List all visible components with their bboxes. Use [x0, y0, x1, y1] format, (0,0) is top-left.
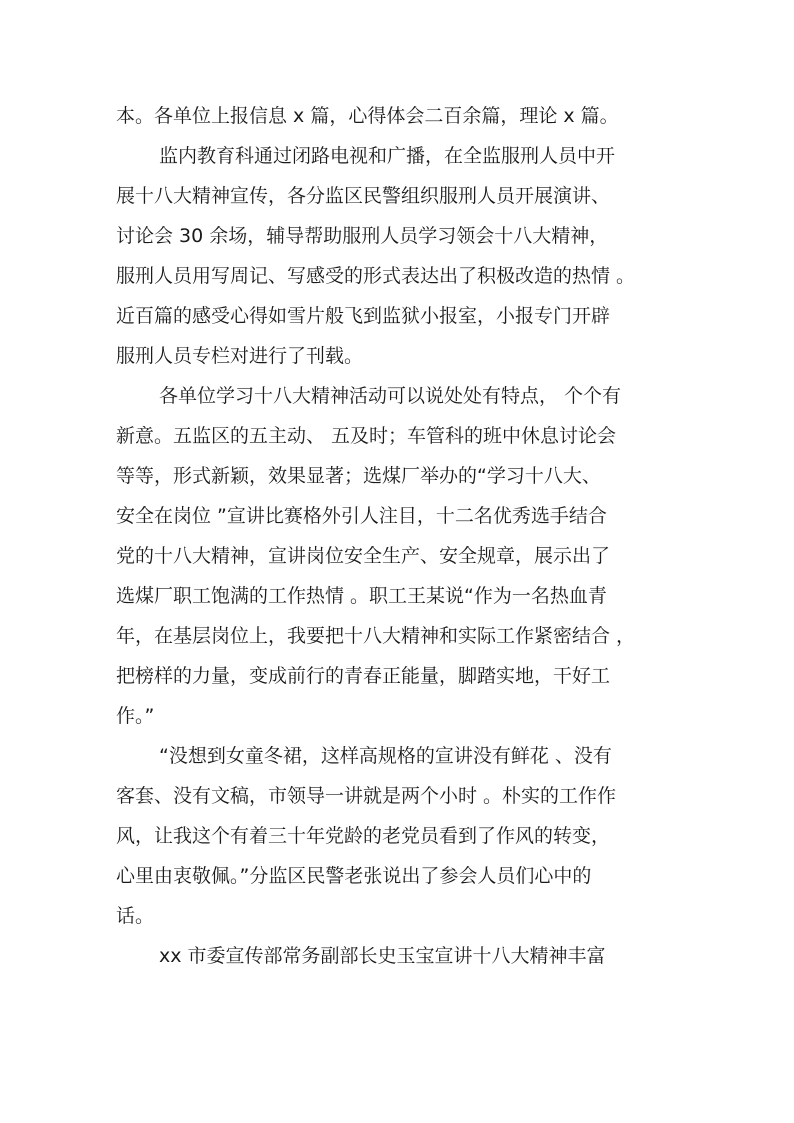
text-line: 服刑人员专栏对进行了刊载。	[116, 345, 364, 367]
text-line: xx 市委宣传部常务副部长史玉宝宣讲十八大精神丰富	[159, 945, 606, 967]
text-line: 风，让我这个有着三十年党龄的老党员看到了作风的转变，	[116, 825, 611, 847]
text-line: 讨论会 30 余场，辅导帮助服刑人员学习领会十八大精神，	[116, 225, 609, 247]
text-line: 作。”	[116, 705, 155, 727]
text-line: 等等，形式新颖，效果显著；选煤厂举办的“学习十八大、	[116, 465, 601, 487]
text-line: 本。各单位上报信息 x 篇，心得体会二百余篇，理论 x 篇。	[116, 105, 619, 127]
text-line: 把榜样的力量，变成前行的青春正能量，脚踏实地，干好工	[116, 665, 611, 687]
text-line: “没想到女童冬裙，这样高规格的宣讲没有鲜花 、没有	[159, 745, 612, 767]
text-line: 年，在基层岗位上，我要把十八大精神和实际工作紧密结合 ，	[116, 625, 636, 647]
text-line: 话。	[116, 905, 155, 927]
document-body	[116, 96, 690, 976]
text-line: 新意。五监区的五主动、 五及时；车管科的班中休息讨论会	[116, 425, 617, 447]
text-line: 展十八大精神宣传，各分监区民警组织服刑人员开展演讲、	[116, 185, 611, 207]
text-line: 选煤厂职工饱满的工作热情 。职工王某说“作为一名热血青	[116, 585, 607, 607]
text-line: 各单位学习十八大精神活动可以说处处有特点， 个个有	[159, 385, 622, 407]
text-line: 客套、没有文稿，市领导一讲就是两个小时 。朴实的工作作	[116, 785, 617, 807]
text-line: 监内教育科通过闭路电视和广播，在全监服刑人员中开	[159, 145, 616, 167]
text-line: 心里由衷敬佩。”分监区民警老张说出了参会人员们心中的	[116, 865, 592, 887]
text-line: 安全在岗位 ”宣讲比赛格外引人注目，十二名优秀选手结合	[116, 505, 607, 527]
text-line: 党的十八大精神，宣讲岗位安全生产、安全规章，展示出了	[116, 545, 611, 567]
text-line: 服刑人员用写周记、写感受的形式表达出了积极改造的热情 。	[116, 265, 636, 287]
text-line: 近百篇的感受心得如雪片般飞到监狱小报室，小报专门开辟	[116, 305, 611, 327]
